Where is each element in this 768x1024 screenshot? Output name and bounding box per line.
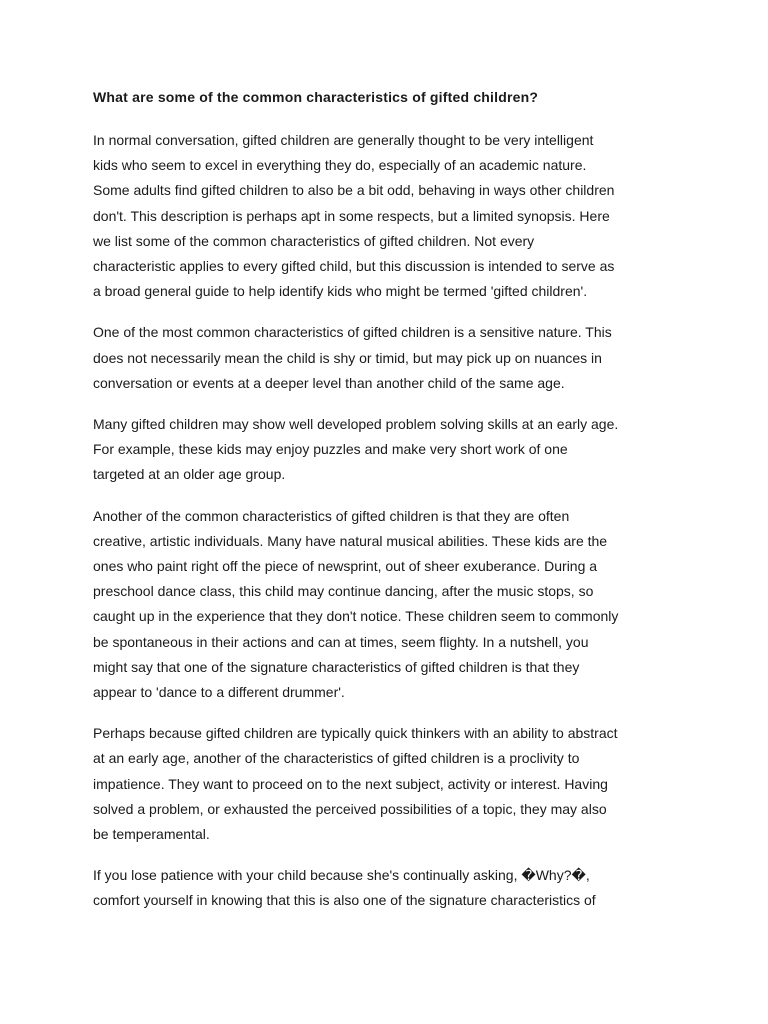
- paragraph-line: comfort yourself in knowing that this is also one of the signature characteristics of: [93, 892, 596, 909]
- paragraph-line: Perhaps because gifted children are typically quick thinkers with an ability to abstract: [93, 725, 618, 742]
- paragraph-line: appear to 'dance to a different drummer'.: [93, 684, 345, 701]
- document-paragraph: [93, 320, 688, 396]
- paragraph-line: be temperamental.: [93, 826, 210, 843]
- paragraph-line: be spontaneous in their actions and can at times, seem flighty. In a nutshell, you: [93, 633, 589, 650]
- paragraph-line: might say that one of the signature characteristics of gifted children is that they: [93, 658, 580, 675]
- paragraph-line: In normal conversation, gifted children are generally thought to be very intelligent: [93, 132, 594, 148]
- paragraph-line: Another of the common characteristics of gifted children is that they are often: [93, 507, 570, 524]
- paragraph-line: don't. This description is perhaps apt in some respects, but a limited synopsis. Here: [93, 207, 610, 224]
- paragraph-line: solved a problem, or exhausted the perceived possibilities of a topic, they may also: [93, 800, 607, 817]
- paragraph-line: kids who seem to excel in everything they do, especially of an academic nature.: [93, 157, 587, 174]
- paragraph-line: caught up in the experience that they don't notice. These children seem to commonly: [93, 608, 619, 625]
- paragraph-line: If you lose patience with your child because she's continually asking, �Why?�,: [93, 867, 590, 884]
- paragraph-line: One of the most common characteristics of gifted children is a sensitive nature. This: [93, 324, 612, 341]
- document-body: [93, 128, 688, 914]
- paragraph-line: creative, artistic individuals. Many have natural musical abilities. These kids are the: [93, 532, 608, 549]
- document-title: What are some of the common characteristics of gifted children?: [93, 89, 539, 105]
- paragraph-line: characteristic applies to every gifted child, but this discussion is intended to serve as: [93, 258, 615, 275]
- paragraph-line: does not necessarily mean the child is shy or timid, but may pick up on nuances in: [93, 349, 602, 366]
- paragraph-line: ones who paint right off the piece of newsprint, out of sheer exuberance. During a: [93, 558, 598, 575]
- paragraph-line: Many gifted children may show well developed problem solving skills at an early age.: [93, 416, 619, 433]
- document-paragraph: [93, 412, 688, 488]
- paragraph-line: Some adults find gifted children to also be a bit odd, behaving in ways other children: [93, 182, 615, 199]
- paragraph-line: a broad general guide to help identify kids who might be termed 'gifted children'.: [93, 283, 588, 300]
- paragraph-line: conversation or events at a deeper level than another child of the same age.: [93, 374, 565, 391]
- paragraph-line: impatience. They want to proceed on to the next subject, activity or interest. Having: [93, 775, 608, 792]
- document-paragraph: [93, 504, 688, 706]
- paragraph-line: preschool dance class, this child may continue dancing, after the music stops, so: [93, 583, 594, 600]
- document-paragraph: [93, 128, 688, 304]
- document-paragraph: [93, 863, 688, 913]
- paragraph-line: targeted at an older age group.: [93, 466, 286, 483]
- paragraph-line: we list some of the common characteristics of gifted children. Not every: [93, 232, 535, 249]
- paragraph-line: For example, these kids may enjoy puzzles and make very short work of one: [93, 441, 568, 458]
- document-paragraph: [93, 721, 688, 847]
- paragraph-line: at an early age, another of the characteristics of gifted children is a proclivity to: [93, 750, 580, 767]
